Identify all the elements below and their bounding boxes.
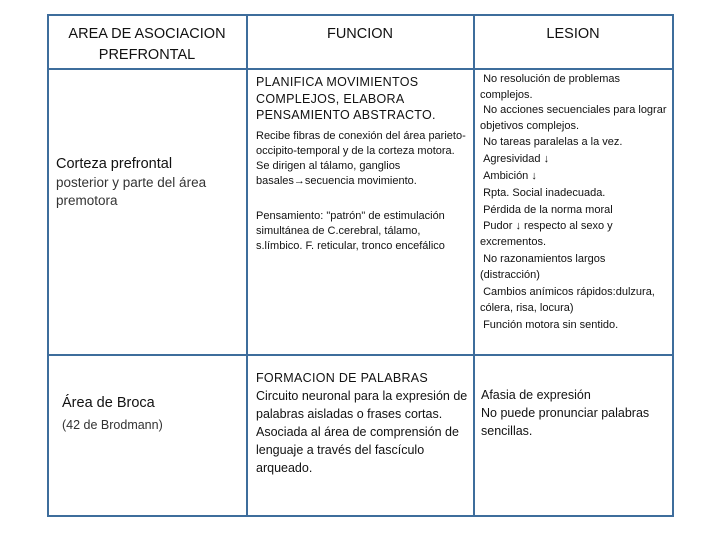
row1-funcion-cell — [256, 74, 468, 255]
lesion-item: Pérdida de la norma moral — [480, 204, 613, 216]
row2-lesion-p1: Afasia de expresión — [481, 388, 591, 402]
table-border-col2 — [473, 14, 475, 517]
lesion-item: Rpta. Social inadecuada. — [480, 187, 606, 199]
table-border-col1 — [246, 14, 248, 517]
row2-funcion-cell — [256, 369, 468, 477]
row2-area-cell — [62, 393, 238, 434]
row1-funcion-heading: PLANIFICA MOVIMIENTOS COMPLEJOS, ELABORA PENSAMIENTO ABSTRACTO. — [256, 75, 436, 122]
row1-area-cell — [56, 154, 238, 210]
row2-funcion-p2: Asociada al área de comprensión de lenguaje a través del fascículo arqueado. — [256, 425, 459, 475]
table-border-left — [47, 14, 49, 517]
row2-lesion-p2: No puede pronunciar palabras sencillas. — [481, 406, 650, 438]
row2-funcion-p1: Circuito neuronal para la expresión de palabras aisladas o frases cortas. — [256, 389, 468, 421]
row1-area-title: Corteza prefrontal — [56, 156, 173, 172]
row1-funcion-p1: Recibe fibras de conexión del área parieto-occipito-temporal y de la corteza motora. — [256, 129, 466, 157]
lesion-item: No acciones secuenciales para lograr objetivos complejos. — [480, 104, 670, 132]
lesion-item: Función motora sin sentido. — [480, 319, 619, 331]
table-border-right — [672, 14, 674, 517]
lesion-item: Cambios anímicos rápidos:dulzura, cólera, risa, locura) — [480, 286, 658, 314]
header-lesion: LESION — [546, 26, 600, 42]
table-border-bottom — [47, 515, 674, 517]
row1-area-subtitle: posterior y parte del área premotora — [56, 175, 207, 208]
table-border-top — [47, 14, 674, 16]
lesion-item: No tareas paralelas a la vez. — [480, 136, 623, 148]
header-area: AREA DE ASOCIACION PREFRONTAL — [68, 26, 226, 63]
lesion-item: Agresividad ↓ — [480, 153, 550, 165]
row2-area-title: Área de Broca — [62, 395, 155, 411]
header-funcion: FUNCION — [326, 26, 394, 42]
row2-lesion-cell — [481, 386, 667, 440]
lesion-item: Pudor ↓ respecto al sexo y excrementos. — [480, 220, 616, 248]
lesion-item: No razonamientos largos (distracción) — [480, 253, 609, 281]
row1-funcion-p2: Se dirigen al tálamo, ganglios basales→secuencia movimiento. — [256, 160, 417, 188]
table-border-row — [47, 354, 674, 356]
lesion-item: Ambición ↓ — [480, 170, 537, 182]
row2-area-subtitle: (42 de Brodmann) — [62, 418, 163, 432]
table-border-header — [47, 68, 674, 70]
row2-funcion-heading: FORMACION DE PALABRAS — [256, 371, 429, 385]
row1-lesion-cell — [480, 72, 668, 334]
lesion-item: No resolución de problemas complejos. — [480, 73, 624, 101]
row1-funcion-p3: Pensamiento: "patrón" de estimulación simultánea de C.cerebral, tálamo, s.límbico. F. reticular, tronco encefálico — [256, 209, 445, 253]
